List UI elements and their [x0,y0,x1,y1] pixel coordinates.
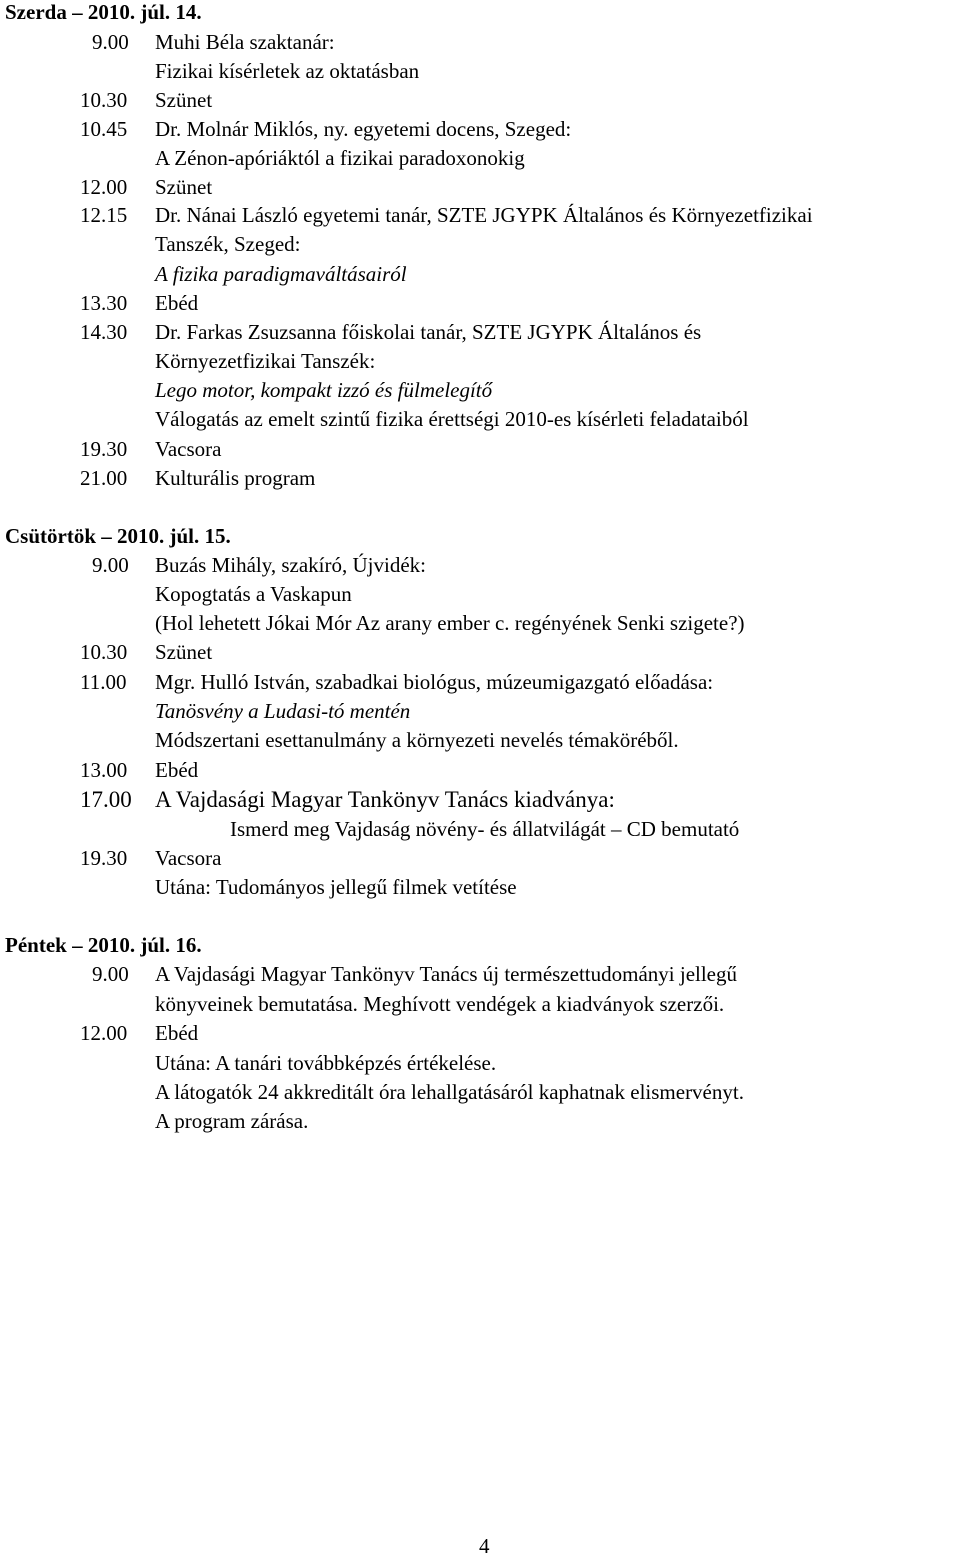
time-label: 13.00 [80,758,128,782]
program-line: Ebéd [155,291,199,315]
page-number: 4 [479,1534,490,1558]
program-line: Fizikai kísérletek az oktatásban [155,59,420,83]
day-heading-friday: Péntek – 2010. júl. 16. [5,933,202,957]
program-line: Dr. Farkas Zsuzsanna főiskolai tanár, SZTE JGYPK Általános és [155,320,702,344]
program-line: A látogatók 24 akkreditált óra lehallgatásáról kaphatnak elismervényt. [155,1080,744,1104]
program-line: Kulturális program [155,466,316,490]
time-label: 19.30 [80,846,128,870]
program-line: Ebéd [155,758,199,782]
program-line: Válogatás az emelt szintű fizika érettségi 2010-es kísérleti feladataiból [155,407,749,431]
time-label: 9.00 [92,553,129,577]
program-line: A program zárása. [155,1109,309,1133]
time-label: 14.30 [80,320,128,344]
program-line: Buzás Mihály, szakíró, Újvidék: [155,553,427,577]
day-heading-wednesday: Szerda – 2010. júl. 14. [5,0,202,24]
program-line: Utána: A tanári továbbképzés értékelése. [155,1051,497,1075]
time-label: 10.30 [80,640,128,664]
program-line: Dr. Molnár Miklós, ny. egyetemi docens, Szeged: [155,117,572,141]
program-line: Utána: Tudományos jellegű filmek vetítése [155,875,517,899]
program-line: Szünet [155,640,213,664]
day-heading-thursday: Csütörtök – 2010. júl. 15. [5,524,231,548]
program-line: A Vajdasági Magyar Tankönyv Tanács új természettudományi jellegű [155,962,738,986]
program-line-indented: Ismerd meg Vajdaság növény- és állatvilágát – CD bemutató [230,817,740,841]
program-line: A Zénon-apóriáktól a fizikai paradoxonokig [155,146,525,170]
time-label: 13.30 [80,291,128,315]
time-label: 11.00 [80,670,127,694]
time-label: 12.00 [80,175,128,199]
program-line: Környezetfizikai Tanszék: [155,349,376,373]
time-label: 21.00 [80,466,128,490]
time-label: 10.30 [80,88,128,112]
program-line: Muhi Béla szaktanár: [155,30,335,54]
program-line: Ebéd [155,1021,199,1045]
program-line: Dr. Nánai László egyetemi tanár, SZTE JGYPK Általános és Környezetfizikai [155,203,813,227]
time-label: 9.00 [92,962,129,986]
program-line: Módszertani esettanulmány a környezeti nevelés témaköréből. [155,728,679,752]
program-line: Vacsora [155,437,222,461]
time-label: 12.00 [80,1021,128,1045]
lecture-title: Tanösvény a Ludasi-tó mentén [155,699,411,723]
program-line: (Hol lehetett Jókai Mór Az arany ember c. regényének Senki szigete?) [155,611,745,635]
program-line: A Vajdasági Magyar Tankönyv Tanács kiadványa: [155,787,615,812]
time-label: 10.45 [80,117,128,141]
time-label: 19.30 [80,437,128,461]
program-line: könyveinek bemutatása. Meghívott vendégek a kiadványok szerzői. [155,992,725,1016]
program-line: Tanszék, Szeged: [155,232,301,256]
time-label: 17.00 [80,787,132,812]
program-line: Szünet [155,175,213,199]
program-line: Szünet [155,88,213,112]
time-label: 12.15 [80,203,128,227]
lecture-title: Kopogtatás a Vaskapun [155,582,352,606]
time-label: 9.00 [92,30,129,54]
lecture-title: A fizika paradigmaváltásairól [155,262,407,286]
program-line: Vacsora [155,846,222,870]
program-line: Mgr. Hulló István, szabadkai biológus, múzeumigazgató előadása: [155,670,714,694]
lecture-title: Lego motor, kompakt izzó és fülmelegítő [155,378,493,402]
